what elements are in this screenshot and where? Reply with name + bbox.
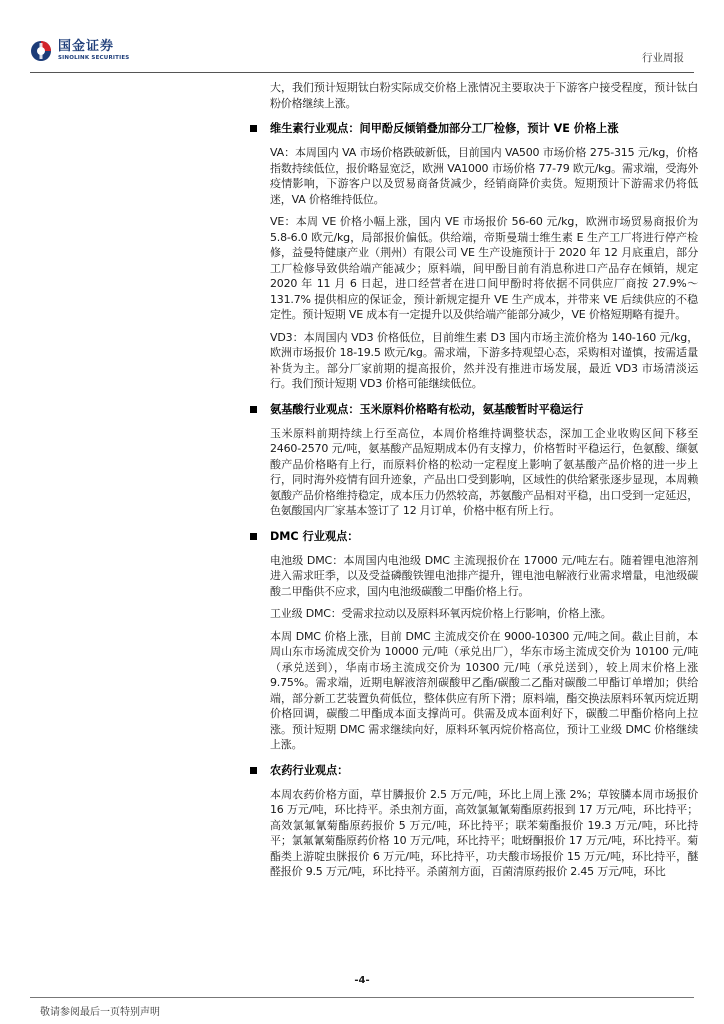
footer-disclaimer: 敬请参阅最后一页特别声明 xyxy=(40,1007,160,1018)
page-number: -4- xyxy=(354,975,370,986)
titanium-dioxide-conclusion: 大，我们预计短期钛白粉实际成交价格上涨情况主要取决于下游客户接受程度，预计钛白粉价格继续上涨。 xyxy=(270,81,698,110)
vitamin-section-heading xyxy=(250,121,698,137)
dmc-market-paragraph: 本周 DMC 价格上涨，目前 DMC 主流成交价在 9000-10300 元/吨之间。截止目前，本周山东市场流成交价为 10000 元/吨（承兑出厂），华东市场主流成交价为 10100 元/吨（承兑送到），华南市场主流成交价为 10300 元/吨（承兑送到），较上周末价格上涨 9.75%。需求端，近期电解液溶剂碳酸甲乙酯/碳酸二乙酯对碳酸二甲酯订单增加；供给端，部分新工艺装置负荷低位，整体供应有所下滑；原料端，酯交换法原料环氧丙烷近期价格回调，碳酸二甲酯成本面支撑尚可。供需及成本面利好下，碳酸二甲酯价格向上拉涨。预计短期 DMC 需求继续向好，原料环氧丙烷价格高位，预计工业级 DMC 价格继续上涨。 xyxy=(270,629,698,751)
vitamin-ve-paragraph: VE：本周 VE 价格小幅上涨，国内 VE 市场报价 56-60 元/kg，欧洲市场贸易商报价为 5.8-6.0 欧元/kg，局部报价偏低。供给端，帝斯曼瑞士维生素 E 生产工厂将进行停产检修，益曼特健康产业（荆州）有限公司 VE 生产设施预计于 2020 年 12 月底重启，部分工厂检修导致供给端产能减少；原料端，间甲酚目前有消息称进口产品存在倾销，规定 2020 年 11 月 6 日起，进口经营者在进口间甲酚时将依据不同供应厂商按 27.9%～131.7% 提供相应的保证金，预计新规定提升 VE 生产成本，并带来 VE 后续供应的不稳定性。预计短期 VE 成本有一定提升以及供给端产能部分减少，VE 价格短期略有提升。 xyxy=(270,215,698,321)
sinolink-logo-icon xyxy=(30,40,52,62)
vitamin-heading-text: 维生素行业观点：间甲酚反倾销叠加部分工厂检修，预计 VE 价格上涨 xyxy=(270,122,619,135)
report-body xyxy=(270,80,698,887)
dmc-heading-text: DMC 行业观点： xyxy=(270,529,359,543)
amino-acid-heading-text: 氨基酸行业观点：玉米原料价格略有松动，氨基酸暂时平稳运行 xyxy=(270,402,584,416)
pesticide-section-heading xyxy=(250,763,698,779)
footer-divider xyxy=(30,997,694,998)
dmc-industrial-grade-paragraph: 工业级 DMC：受需求拉动以及原料环氧丙烷价格上行影响，价格上涨。 xyxy=(270,607,612,620)
bullet-icon xyxy=(250,406,257,413)
pesticide-paragraph: 本周农药价格方面，草甘膦报价 2.5 万元/吨，环比上周上涨 2%；草铵膦本周市场报价 16 万元/吨，环比持平。杀虫剂方面，高效氯氟氰菊酯原药报到 17 万元/吨，环比持平；高效氯氟氰菊酯原药报价 5 万元/吨，环比持平；联苯菊酯报价 19.3 万元/吨，环比持平；氯氟氰菊酯原药价格 10 万元/吨，环比持平；吡蚜酮报价 17 万元/吨，环比持平。菊酯类上游啶虫脒报价 6 万元/吨，环比持平，功夫酸市场报价 15 万元/吨，环比持平，醚醛报价 9.5 万元/吨，环比持平。杀菌剂方面，百菌清原药报价 2.45 万元/吨，环比 xyxy=(270,787,698,878)
report-type-label: 行业周报 xyxy=(642,52,684,64)
vitamin-vd3-paragraph: VD3：本周国内 VD3 价格低位，目前维生素 D3 国内市场主流价格为 140-160 元/kg，欧洲市场报价 18-19.5 欧元/kg。需求端，下游多持观望心态，采购相对谨慎，按需适量补货为主。部分厂家前期的提高报价，然并没有推进市场发展，最近 VD3 市场清淡运行。我们预计短期 VD3 价格可能继续低位。 xyxy=(270,330,698,390)
dmc-section-heading xyxy=(250,529,698,545)
company-logo xyxy=(30,40,129,62)
bullet-icon xyxy=(250,125,257,132)
header-divider xyxy=(30,72,694,73)
logo-chinese-name: 国金证券 xyxy=(58,39,115,54)
amino-acid-paragraph: 玉米原料前期持续上行至高位，本周价格维持调整状态，深加工企业收购区间下移至 2460-2570 元/吨，氨基酸产品短期成本仍有支撑力，价格暂时平稳运行，色氨酸、缬氨酸产品价格略有上行，而原料价格的松动一定程度上影响了氨基酸产品价格的进一步上行，同时海外疫情有回升迹象，产品出口受到影响，区域性的供给紧张逐步显现，本周赖氨酸产品价格维持稳定，成本压力仍然较高，苏氨酸产品相对平稳，出口受到一定延迟，色氨酸国内厂家基本签订了 12 月订单，价格中枢有所上行。 xyxy=(270,426,698,517)
bullet-icon xyxy=(250,533,257,540)
page-header xyxy=(0,0,724,76)
logo-english-name: SINOLINK SECURITIES xyxy=(58,55,130,61)
bullet-icon xyxy=(250,767,257,774)
vitamin-va-paragraph: VA：本周国内 VA 市场价格跌破新低，目前国内 VA500 市场价格 275-315 元/kg，价格指数持续低位，报价略显宽泛，欧洲 VA1000 市场价格 77-79 欧元/kg。需求端，受海外疫情影响，下游客户以及贸易商备货减少，经销商降价卖货。短期预计下游需求仍将低迷，VA 价格维持低位。 xyxy=(270,146,698,206)
amino-acid-section-heading xyxy=(250,402,698,418)
dmc-battery-grade-paragraph: 电池级 DMC：本周国内电池级 DMC 主流现报价在 17000 元/吨左右。随着锂电池溶剂进入需求旺季，以及受益磷酸铁锂电池排产提升，锂电池电解液行业需求增量，电池级碳酸二甲酯供不应求，国内电池级碳酸二甲酯价格上行。 xyxy=(270,553,698,598)
pesticide-heading-text: 农药行业观点： xyxy=(270,763,349,777)
